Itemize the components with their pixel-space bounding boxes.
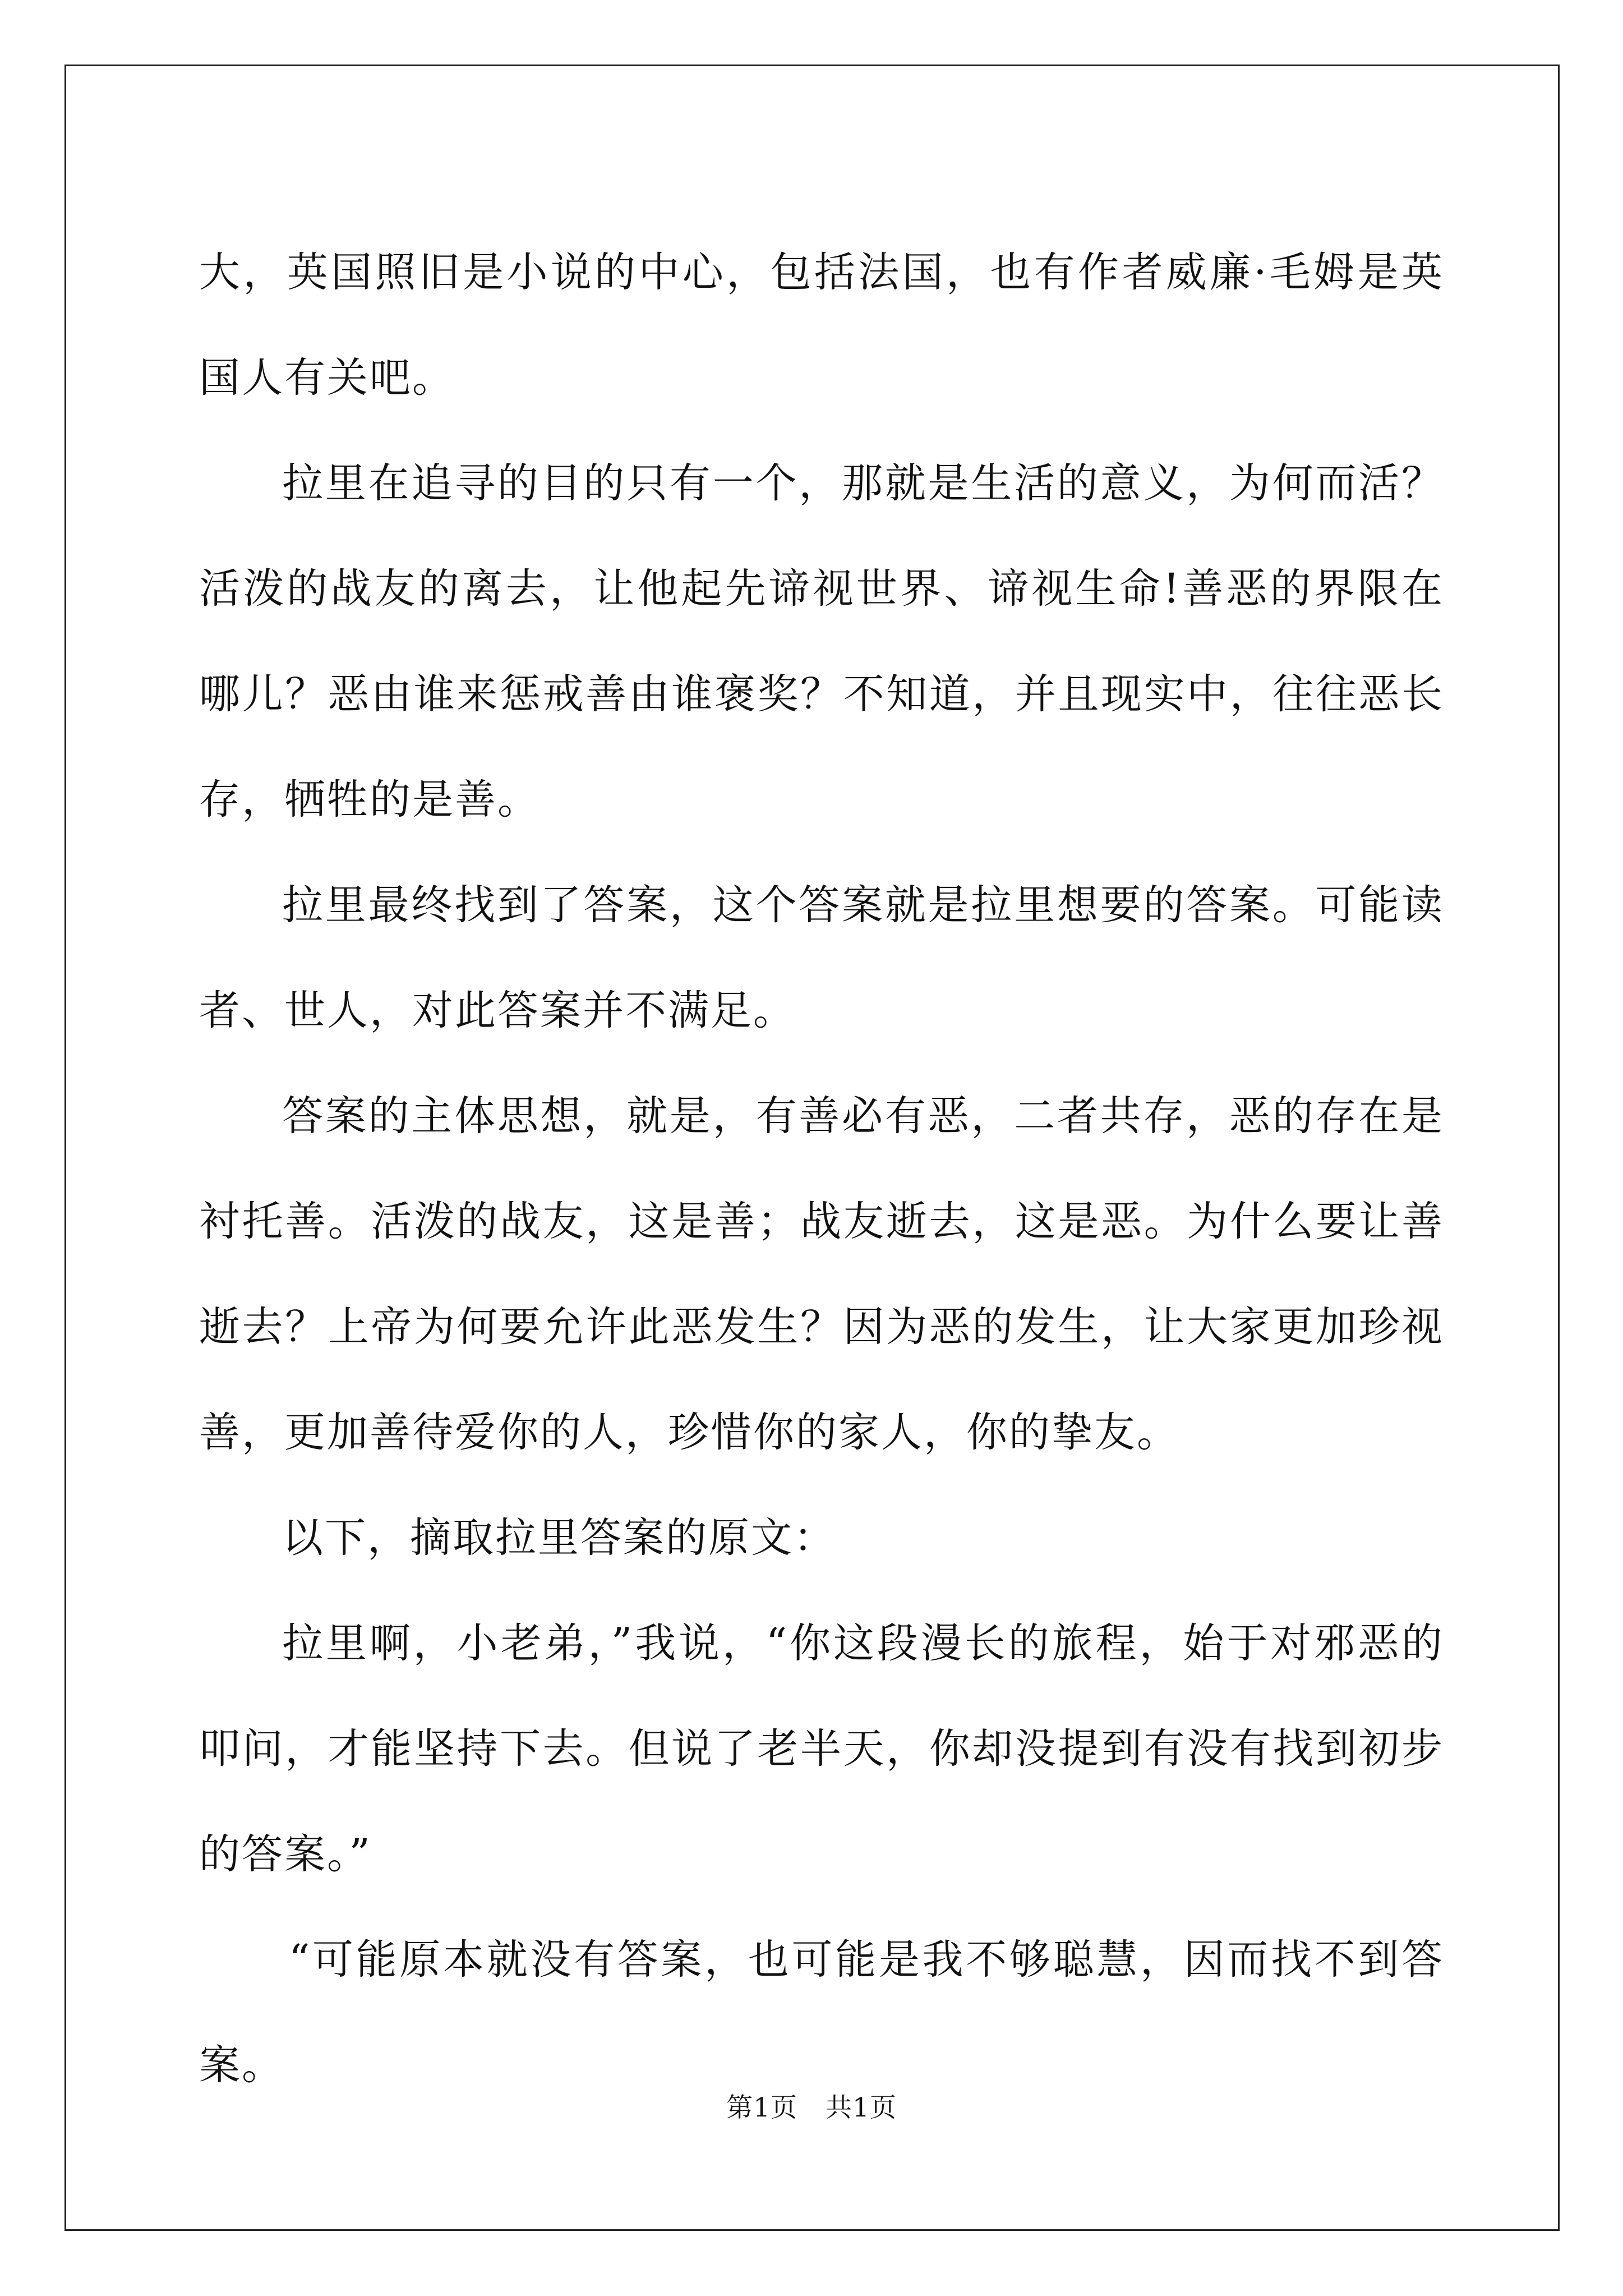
- paragraph: 答案的主体思想，就是，有善必有恶，二者共存，恶的存在是衬托善。活泼的战友，这是善；战友逝去，这是恶。为什么要让善逝去？上帝为何要允许此恶发生？因为恶的发生，让大家更加珍视善，更加善待爱你的人，珍惜你的家人，你的挚友。: [199, 1092, 1444, 1456]
- page-total: 共1页: [826, 2092, 897, 2123]
- page-number: 第1页: [726, 2092, 797, 2123]
- paragraph: 大，英国照旧是小说的中心，包括法国，也有作者威廉·毛姆是英国人有关吧。: [199, 249, 1444, 402]
- paragraph: 拉里在追寻的目的只有一个，那就是生活的意义，为何而活？活泼的战友的离去，让他起先谛视世界、谛视生命!善恶的界限在哪儿？恶由谁来惩戒善由谁褒奖？不知道，并且现实中，往往恶长存，牺牲的是善。: [199, 459, 1444, 823]
- paragraph: “可能原本就没有答案，也可能是我不够聪慧，因而找不到答案。: [199, 1936, 1444, 2089]
- document-body: [199, 220, 1444, 2118]
- paragraph: 拉里最终找到了答案，这个答案就是拉里想要的答案。可能读者、世人，对此答案并不满足。: [199, 881, 1444, 1034]
- paragraph: 拉里啊，小老弟，”我说，“你这段漫长的旅程，始于对邪恶的叩问，才能坚持下去。但说了老半天，你却没提到有没有找到初步的答案。”: [199, 1619, 1444, 1878]
- paragraph: 以下，摘取拉里答案的原文：: [282, 1514, 836, 1562]
- page-footer: [0, 2087, 1623, 2124]
